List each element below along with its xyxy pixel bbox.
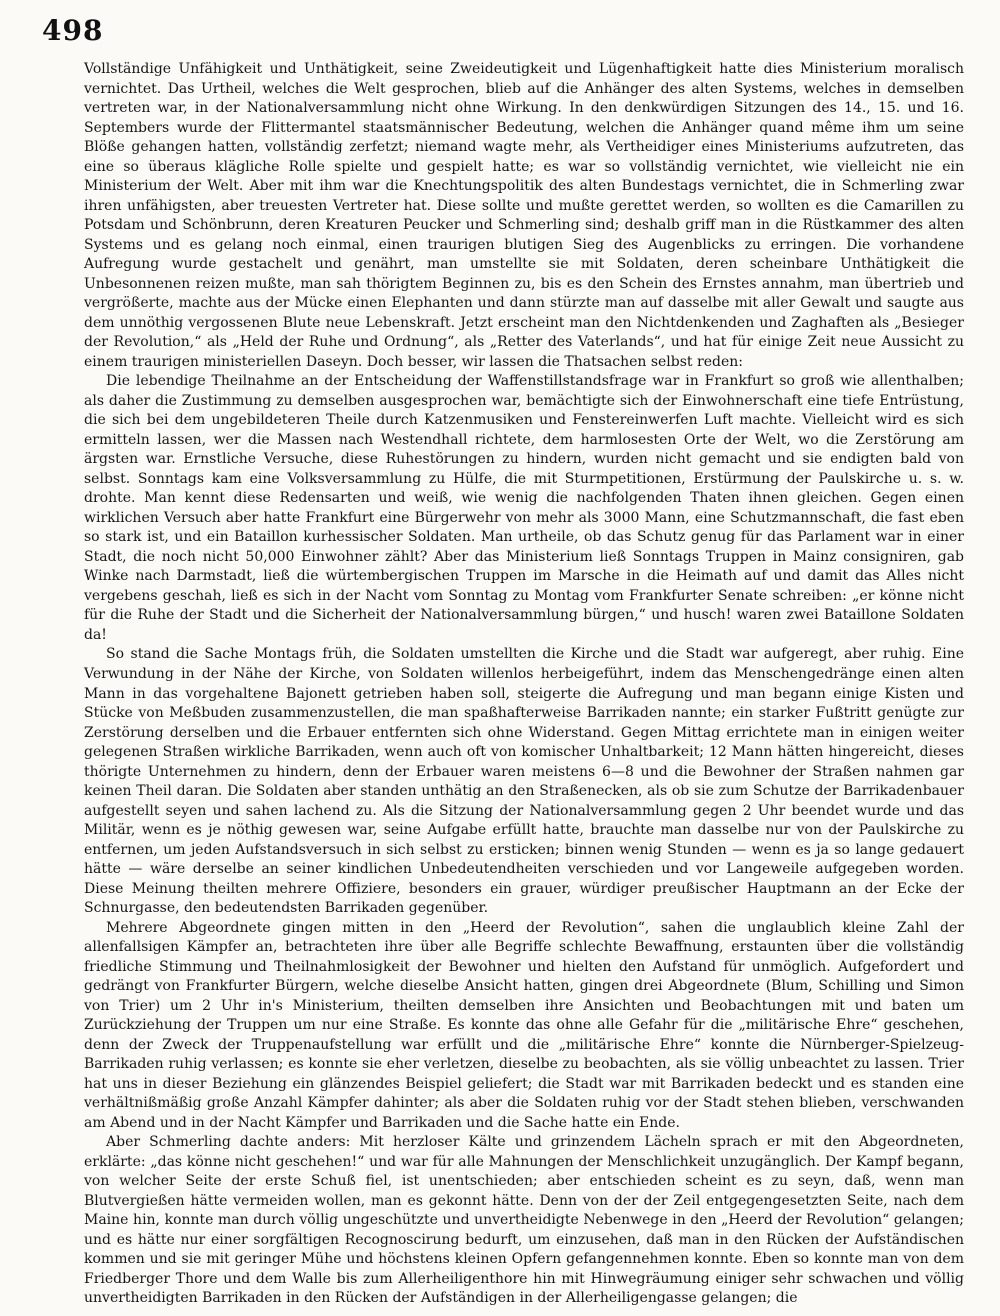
- paragraph: Aber Schmerling dachte anders: Mit herzloser Kälte und grinzendem Lächeln sprach er mit den Abgeordneten, erklärte: „das könne nicht geschehen!“ und war für alle Mahnungen der Menschlichkeit unzugänglich. Der Kampf begann, von welcher Seite der erste Schuß fiel, ist unentschieden; aber entschieden scheint es zu seyn, daß, wenn man Blutvergießen hätte vermeiden wollen, man es gekonnt hätte. Denn von der der Zeil entgegengesetzten Seite, nach dem Maine hin, konnte man durch völlig ungeschützte und unvertheidigte Nebenwege in den „Heerd der Revolution“ gelangen; und es hätte nur einer sorgfältigen Recognoscirung bedurft, um einzusehen, daß man in den Rücken der Aufständischen kommen und sie mit geringer Mühe und höchstens kleinen Opfern gefangennehmen konnte. Eben so konnte man von dem Friedberger Thore und dem Walle bis zum Allerheiligenthore hin mit Hinwegräumung einiger sehr schwachen und völlig unvertheidigten Barrikaden in den Rücken der Aufständigen in der Allerheiligengasse gelangen; die: [84, 1134, 964, 1307]
- paragraph: Die lebendige Theilnahme an der Entscheidung der Waffenstillstandsfrage war in Frankfurt so groß wie allenthalben; als daher die Zustimmung zu demselben ausgesprochen war, bemächtigte sich der Einwohnerschaft eine tiefe Entrüstung, die sich bei dem ungebildeteren Theile durch Katzenmusiken und Fenstereinwerfen Luft machte. Vielleicht wird es sich ermitteln lassen, wer die Massen nach Westendhall richtete, dem harmlosesten Orte der Welt, wo die Zerstörung am ärgsten war. Ernstliche Versuche, diese Ruhestörungen zu hindern, wurden nicht gemacht und sie endigten bald von selbst. Sonntags kam eine Volksversammlung zu Hülfe, die mit Sturmpetitionen, Erstürmung der Paulskirche u. s. w. drohte. Man kennt diese Redensarten und weiß, wie wenig die nachfolgenden Thaten ihnen gleichen. Gegen einen wirklichen Versuch aber hatte Frankfurt eine Bürgerwehr von mehr als 3000 Mann, eine Schutzmannschaft, die fast eben so stark ist, und ein Bataillon kurhessischer Soldaten. Man urtheile, ob das Schutz genug für das Parlament war in einer Stadt, die noch nicht 50,000 Einwohner zählt? Aber das Ministerium ließ Sonntags Truppen in Mainz consigniren, gab Winke nach Darmstadt, ließ die würtembergischen Truppen im Marsche in die Heimath auf und damit das Alles nicht vergebens geschah, ließ es sich in der Nacht vom Sonntag zu Montag vom Frankfurter Senate schreiben: „er könne nicht für die Ruhe der Stadt und die Sicherheit der Nationalversammlung bürgen,“ und husch! waren zwei Bataillone Soldaten da!: [84, 373, 964, 643]
- body-text: [84, 60, 964, 1309]
- paragraph: Vollständige Unfähigkeit und Unthätigkeit, seine Zweideutigkeit und Lügenhaftigkeit hatte dies Ministerium moralisch vernichtet. Das Urtheil, welches die Welt gesprochen, blieb auf die Anhänger des alten Systems, welches in demselben vertreten war, in der Nationalversammlung nicht ohne Wirkung. In den denkwürdigen Sitzungen des 14., 15. und 16. Septembers wurde der Flittermantel staatsmännischer Bedeutung, welchen die Anhänger quand même ihm um seine Blöße gehangen hatten, vollständig zerfetzt; niemand wagte mehr, als Vertheidiger eines Ministeriums aufzutreten, das eine so überaus klägliche Rolle spielte und gespielt hatte; es war so vollständig vernichtet, wie vielleicht nie ein Ministerium der Welt. Aber mit ihm war die Knechtungspolitik des alten Bundestags vernichtet, die in Schmerling zwar ihren unfähigsten, aber treuesten Vertreter hat. Diese sollte und mußte gerettet werden, so wollten es die Camarillen zu Potsdam und Schönbrunn, deren Kreaturen Peucker und Schmerling sind; deshalb griff man in die Rüstkammer des alten Systems und es gelang noch einmal, einen traurigen blutigen Sieg des Augenblicks zu erringen. Die vorhandene Aufregung wurde gestachelt und genährt, man umstellte sie mit Soldaten, deren scheinbare Unthätigkeit die Unbesonnenen reizen mußte, man sah thörigtem Beginnen zu, bis es den Schein des Ernstes annahm, man übertrieb und vergrößerte, machte aus der Mücke einen Elephanten und dann stürzte man auf dasselbe mit aller Gewalt und saugte aus dem unnöthig vergossenen Blute neue Lebenskraft. Jetzt erscheint man den Nichtdenkenden und Zaghaften als „Besieger der Revolution,“ als „Held der Ruhe und Ordnung“, als „Retter des Vaterlands“, und hat für einige Zeit neue Aussicht zu einem traurigen ministeriellen Daseyn. Doch besser, wir lassen die Thatsachen selbst reden:: [84, 61, 964, 370]
- page-number: 498: [42, 14, 104, 47]
- paragraph: Mehrere Abgeordnete gingen mitten in den „Heerd der Revolution“, sahen die unglaublich kleine Zahl der allenfallsigen Kämpfer an, betrachteten ihre über alle Begriffe schlechte Bewaffnung, erstaunten über die vollständig friedliche Stimmung und Theilnahmlosigkeit der Bewohner und hielten den Aufstand für unmöglich. Aufgefordert und gedrängt von Frankfurter Bürgern, welche dieselbe Ansicht hatten, gingen drei Abgeordnete (Blum, Schilling und Simon von Trier) um 2 Uhr in's Ministerium, theilten demselben ihre Ansichten und Beobachtungen mit und baten um Zurückziehung der Truppen um nur eine Straße. Es konnte das ohne alle Gefahr für die „militärische Ehre“ geschehen, denn der Zweck der Truppenaufstellung war erfüllt und die „militärische Ehre“ konnte die Nürnberger-Spielzeug-Barrikaden ruhig verlassen; es konnte sie eher verletzen, dieselbe zu beobachten, als sie völlig unbeachtet zu lassen. Trier hat uns in dieser Beziehung ein glänzendes Beispiel geliefert; die Stadt war mit Barrikaden bedeckt und es standen eine verhältnißmäßig große Anzahl Kämpfer dahinter; als aber die Soldaten ruhig vor der Stadt stehen blieben, verschwanden am Abend und in der Nacht Kämpfer und Barrikaden und die Sache hatte ein Ende.: [84, 919, 964, 1131]
- paragraph: So stand die Sache Montags früh, die Soldaten umstellten die Kirche und die Stadt war aufgeregt, aber ruhig. Eine Verwundung in der Nähe der Kirche, von Soldaten willenlos herbeigeführt, indem das Menschengedränge einen alten Mann in das vorgehaltene Bajonett getrieben haben soll, steigerte die Aufregung und man begann einige Kisten und Stücke von Meßbuden zusammenzustellen, die man spaßhafterweise Barrikaden nannte; ein starker Fußtritt genügte zur Zerstörung derselben und die Erbauer entfernten sich ohne Widerstand. Gegen Mittag errichtete man in einigen weiter gelegenen Straßen wirkliche Barrikaden, wenn auch oft von komischer Unhaltbarkeit; 12 Mann hätten hingereicht, dieses thörigte Unternehmen zu hindern, denn der Erbauer waren meistens 6—8 und die Bewohner der Straßen nahmen gar keinen Theil daran. Die Soldaten aber standen unthätig an den Straßenecken, als ob sie zum Schutze der Barrikadenbauer aufgestellt seyen und sahen lachend zu. Als die Sitzung der Nationalversammlung gegen 2 Uhr beendet wurde und das Militär, wenn es je nöthig gewesen war, seine Aufgabe erfüllt hatte, brauchte man dasselbe nur von der Paulskirche zu entfernen, um jeden Aufstandsversuch in sich selbst zu ersticken; binnen wenig Stunden — wenn es ja so lange gedauert hätte — wäre derselbe an seiner kindlichen Unbedeutendheiten verschieden und vor Langeweile aufgegeben worden. Diese Meinung theilten mehrere Offiziere, besonders ein grauer, würdiger preußischer Hauptmann an der Ecke der Schnurgasse, den bedeutendsten Barrikaden gegenüber.: [84, 646, 964, 917]
